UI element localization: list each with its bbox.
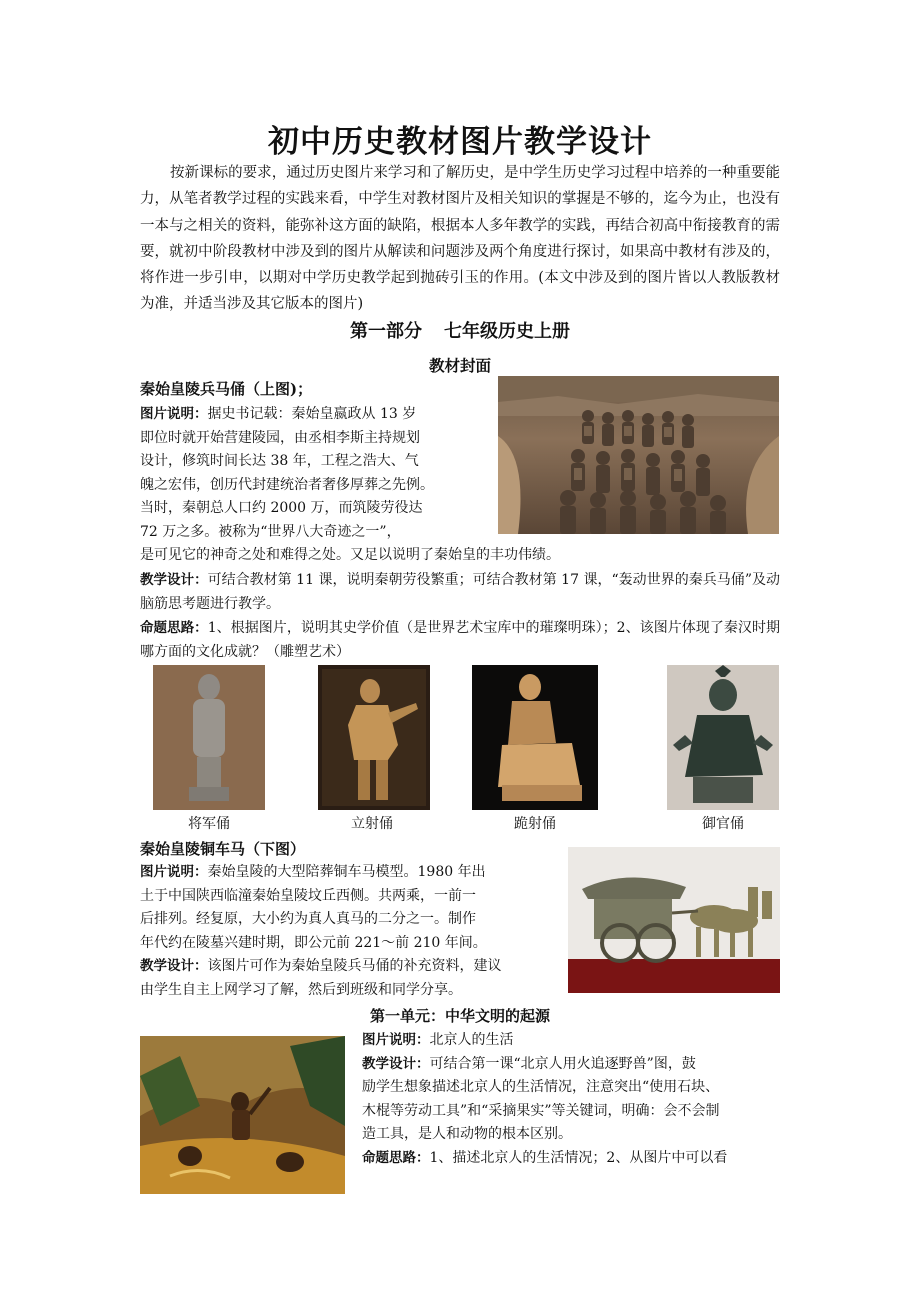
design-line: 木棍等劳动工具”和“采摘果实”等关键词，明确：会不会制 — [362, 1102, 720, 1119]
unit-design-label: 教学设计： — [362, 1055, 430, 1072]
part-number: 第一部分 — [350, 321, 422, 342]
terracotta-heading: 秦始皇陵兵马俑（上图)； — [140, 380, 313, 398]
terracotta-proposition — [140, 617, 780, 664]
terracotta-design-label: 教学设计： — [140, 572, 208, 588]
desc-line: 据史书记载：秦始皇嬴政从 13 岁 — [207, 406, 417, 422]
terracotta-army-photo — [498, 376, 779, 534]
kneeling-archer-illustration — [472, 665, 598, 810]
desc-line: 72 万之多。被称为“世界八大奇迹之一”， — [140, 523, 401, 540]
terracotta-proposition-text: 1、根据图片，说明其史学价值（是世界艺术宝库中的璀璨明珠）；2、该图片体现了秦汉时期哪方面的文化成就？（雕塑艺术） — [140, 620, 780, 660]
intro-text: 按新课标的要求，通过历史图片来学习和了解历史，是中学生历史学习过程中培养的一种重要能力，从笔者教学过程的实践来看，中学生对教材图片及相关知识的掌握是不够的，迄今为止，也没有一本与之相关的资料，能弥补这方面的缺陷，根据本人多年教学的实践，再结合初高中衔接教育的需要，就初中阶段教材中涉及到的图片从解读和问题涉及两个角度进行探讨，如果高中教材有涉及的，将作进一步引申，以期对中学历史教学起到抛砖引玉的作用。(本文中涉及到的图片皆以人教版教材为准，并适当涉及其它版本的图片) — [140, 165, 780, 313]
bronze-chariot-illustration — [568, 847, 780, 993]
chariot-description — [140, 861, 565, 1002]
desc-line: 即位时就开始营建陵园，由丞相李斯主持规划 — [140, 429, 420, 446]
desc-line: 年代约在陵墓兴建时期，即公元前 221～前 210 年间。 — [140, 934, 487, 951]
figure-caption: 将军俑 — [188, 816, 230, 832]
terracotta-design — [140, 569, 780, 616]
kneeling-archer-photo — [472, 665, 598, 810]
design-line: 励学生想象描述北京人的生活情况，注意突出“使用石块、 — [362, 1079, 720, 1095]
desc-line: 后排列。经复原，大小约为真人真马的二分之一。制作 — [140, 911, 476, 927]
design-line: 该图片可作为秦始皇陵兵马俑的补充资料，建议 — [207, 958, 502, 974]
chariot-design-label: 教学设计： — [140, 958, 208, 974]
charioteer-figure-photo — [667, 665, 779, 810]
unit-proposition-label: 命题思路： — [362, 1149, 430, 1166]
desc-line: 是可见它的神奇之处和难得之处。又足以说明了秦始皇的丰功伟绩。 — [140, 547, 560, 563]
figure-caption: 立射俑 — [351, 816, 393, 832]
terracotta-description — [140, 403, 500, 544]
standing-archer-photo — [318, 665, 430, 810]
document-title: 初中历史教材图片教学设计 — [268, 124, 652, 160]
unit-proposition-text: 1、描述北京人的生活情况；2、从图片中可以看 — [429, 1149, 728, 1166]
charioteer-figure-illustration — [667, 665, 779, 810]
peking-man-photo — [140, 1036, 345, 1194]
desc-line: 设计，修筑时间长达 38 年，工程之浩大、气 — [140, 453, 419, 469]
unit-desc-text: 北京人的生活 — [429, 1032, 514, 1048]
part-heading — [0, 317, 920, 343]
general-figure-illustration — [153, 665, 265, 810]
unit-heading: 第一单元：中华文明的起源 — [369, 1007, 550, 1025]
figure-caption: 御官俑 — [702, 816, 744, 832]
desc-line: 土于中国陕西临潼秦始皇陵坟丘西侧。共两乘，一前一 — [140, 887, 476, 904]
terracotta-desc-label: 图片说明： — [140, 406, 208, 422]
terracotta-proposition-label: 命题思路： — [140, 620, 208, 636]
part-name: 七年级历史上册 — [444, 321, 570, 342]
chariot-desc-label: 图片说明： — [140, 864, 208, 880]
general-figure-photo — [153, 665, 265, 810]
standing-archer-illustration — [318, 665, 430, 810]
bronze-chariot-photo — [568, 847, 780, 993]
desc-line: 魄之宏伟，创历代封建统治者奢侈厚葬之先例。 — [140, 476, 434, 493]
design-line: 由学生自主上网学习了解，然后到班级和同学分享。 — [140, 981, 462, 998]
unit-text — [362, 1029, 787, 1170]
desc-line: 当时，秦朝总人口约 2000 万，而筑陵劳役达 — [140, 500, 423, 516]
intro-paragraph — [140, 160, 780, 318]
design-line: 造工具，是人和动物的根本区别。 — [362, 1126, 572, 1142]
design-line: 可结合第一课“北京人用火追逐野兽”图，鼓 — [429, 1055, 696, 1072]
terracotta-design-text: 可结合教材第 11 课，说明秦朝劳役繁重；可结合教材第 17 课，“轰动世界的秦兵马俑”及动脑筋思考题进行教学。 — [140, 572, 781, 612]
chariot-heading: 秦始皇陵铜车马（下图） — [140, 840, 306, 858]
desc-line: 秦始皇陵的大型陪葬铜车马模型。1980 年出 — [207, 864, 486, 880]
terracotta-army-illustration — [498, 376, 779, 534]
unit-desc-label: 图片说明： — [362, 1032, 430, 1048]
cover-heading: 教材封面 — [428, 356, 491, 375]
figure-caption: 跪射俑 — [514, 816, 556, 832]
peking-man-illustration — [140, 1036, 345, 1194]
